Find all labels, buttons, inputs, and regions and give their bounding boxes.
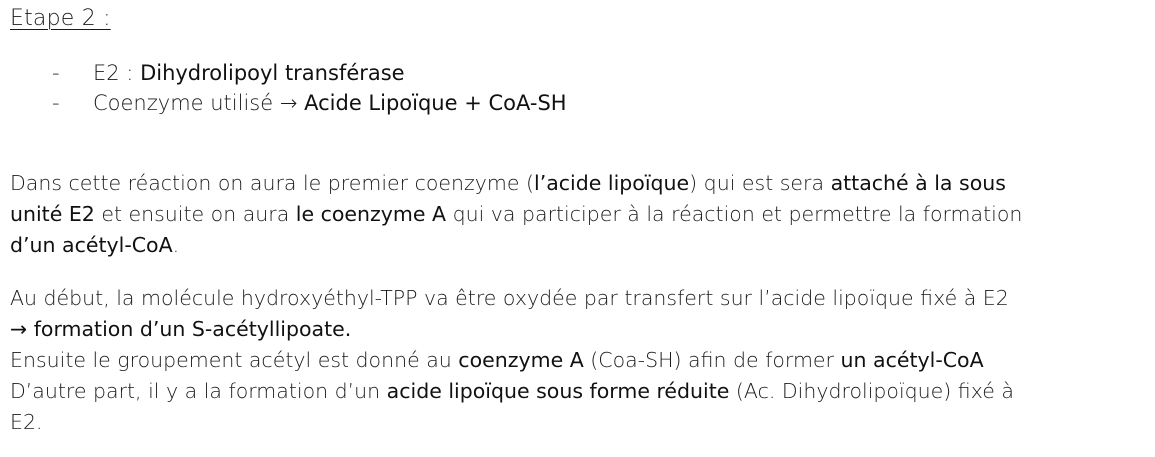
list-dash: -	[52, 91, 60, 115]
text: qui va participer à la réaction et permettre la formation	[446, 202, 1023, 226]
list-item-prefix: Coenzyme utilisé →	[93, 91, 305, 115]
text-line	[10, 314, 1140, 345]
bold-text: attaché à la sous	[830, 171, 1006, 195]
text-line	[10, 345, 1140, 376]
bold-text: coenzyme A	[458, 348, 584, 372]
text: ) qui est sera	[689, 171, 831, 195]
paragraph-mechanism	[10, 283, 1140, 438]
text: et ensuite on aura	[94, 202, 296, 226]
text-line	[10, 199, 1140, 230]
bold-text: acide lipoïque sous forme réduite	[386, 379, 730, 403]
bold-text: un acétyl-CoA	[840, 348, 984, 372]
text-line	[10, 168, 1140, 199]
bold-text: unité E2	[10, 202, 95, 226]
list-item-prefix: E2 :	[93, 61, 141, 85]
bold-text: d’un acétyl-CoA	[10, 233, 173, 257]
bold-text: le coenzyme A	[295, 202, 447, 226]
text: Dans cette réaction on aura le premier coenzyme (	[10, 171, 535, 195]
text-line	[10, 376, 1140, 407]
text-line	[10, 230, 1140, 261]
text: Au début, la molécule hydroxyéthyl-TPP va être oxydée par transfert sur l’acide lipoïque fixé à E2	[10, 286, 1009, 310]
list-item-bold: Dihydrolipoyl transférase	[140, 61, 405, 85]
paragraph-reaction	[10, 168, 1140, 261]
list-item-bold: Acide Lipoïque + CoA-SH	[304, 91, 567, 115]
bold-text: l’acide lipoïque	[534, 171, 690, 195]
text: (Coa-SH) afin de former	[583, 348, 841, 372]
list-item-coenzyme	[52, 88, 567, 118]
text-line	[10, 283, 1140, 314]
list-dash: -	[52, 61, 60, 85]
text: Ensuite le groupement acétyl est donné au	[10, 348, 459, 372]
enzyme-info-list	[52, 58, 567, 118]
list-item-enzyme	[52, 58, 567, 88]
text: (Ac. Dihydrolipoïque) fixé à	[729, 379, 1014, 403]
text: D’autre part, il y a la formation d’un	[10, 379, 387, 403]
text: .	[172, 233, 180, 257]
text: E2.	[10, 410, 43, 434]
section-title: Etape 2 :	[10, 6, 111, 31]
text-line	[10, 407, 1140, 438]
bold-text: → formation d’un S-acétyllipoate.	[10, 317, 352, 341]
